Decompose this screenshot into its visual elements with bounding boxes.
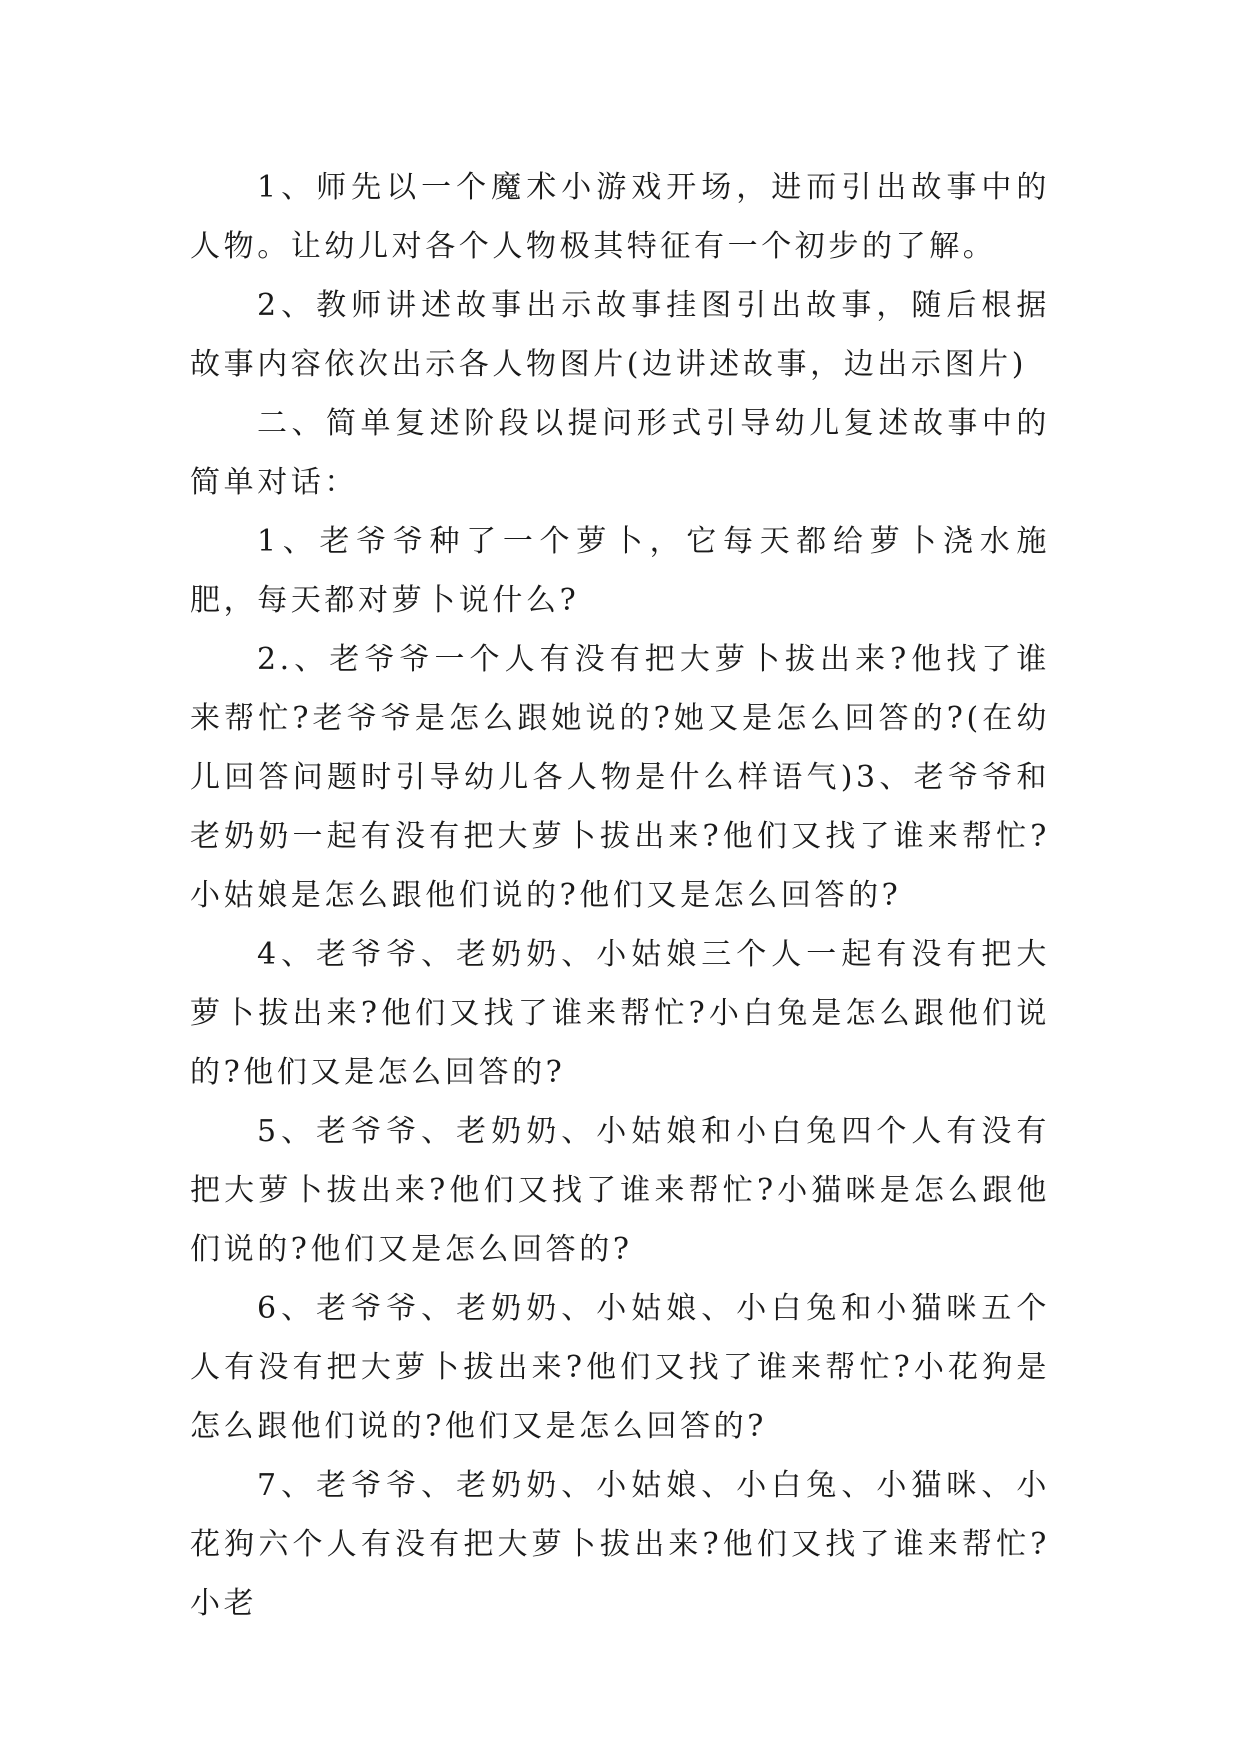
document-body bbox=[190, 158, 1050, 1633]
paragraph-6: 4、老爷爷、老奶奶、小姑娘三个人一起有没有把大萝卜拔出来?他们又找了谁来帮忙?小白兔是怎么跟他们说的?他们又是怎么回答的? bbox=[190, 937, 1050, 1090]
paragraph-8: 6、老爷爷、老奶奶、小姑娘、小白兔和小猫咪五个人有没有把大萝卜拔出来?他们又找了谁来帮忙?小花狗是怎么跟他们说的?他们又是怎么回答的? bbox=[190, 1291, 1050, 1444]
paragraph-2: 2、教师讲述故事出示故事挂图引出故事，随后根据故事内容依次出示各人物图片(边讲述故事，边出示图片) bbox=[190, 288, 1050, 382]
paragraph-1: 1、师先以一个魔术小游戏开场，进而引出故事中的人物。让幼儿对各个人物极其特征有一个初步的了解。 bbox=[190, 170, 1050, 264]
paragraph-7: 5、老爷爷、老奶奶、小姑娘和小白兔四个人有没有把大萝卜拔出来?他们又找了谁来帮忙?小猫咪是怎么跟他们说的?他们又是怎么回答的? bbox=[190, 1114, 1050, 1267]
paragraph-3: 二、简单复述阶段以提问形式引导幼儿复述故事中的简单对话： bbox=[190, 406, 1050, 500]
paragraph-4: 1、老爷爷种了一个萝卜，它每天都给萝卜浇水施肥，每天都对萝卜说什么? bbox=[190, 524, 1050, 618]
paragraph-5: 2.、老爷爷一个人有没有把大萝卜拔出来?他找了谁来帮忙?老爷爷是怎么跟她说的?她又是怎么回答的?(在幼儿回答问题时引导幼儿各人物是什么样语气)3、老爷爷和老奶奶一起有没有把大萝卜拔出来?他们又找了谁来帮忙?小姑娘是怎么跟他们说的?他们又是怎么回答的? bbox=[190, 642, 1050, 913]
paragraph-9: 7、老爷爷、老奶奶、小姑娘、小白兔、小猫咪、小花狗六个人有没有把大萝卜拔出来?他们又找了谁来帮忙?小老 bbox=[190, 1468, 1050, 1621]
